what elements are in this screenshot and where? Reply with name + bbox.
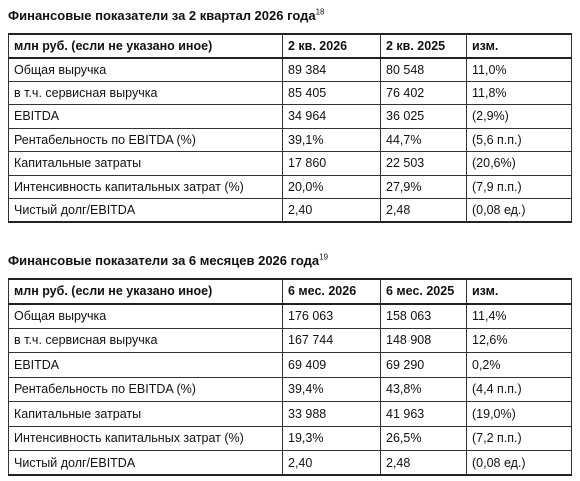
value-cell: 69 290 — [381, 353, 467, 378]
h1-section-title — [8, 253, 328, 269]
q2-title-text: Финансовые показатели за 2 квартал 2026 года — [8, 8, 316, 23]
value-cell: 76 402 — [381, 81, 467, 105]
h1-financials-table — [8, 278, 572, 476]
change-cell: 11,0% — [467, 58, 572, 82]
value-cell: 39,1% — [283, 128, 381, 152]
value-cell: 69 409 — [283, 353, 381, 378]
value-cell: 167 744 — [283, 328, 381, 353]
q2-section-title — [8, 8, 325, 24]
row-label: Рентабельность по EBITDA (%) — [9, 377, 283, 402]
row-label: Капитальные затраты — [9, 152, 283, 176]
row-label: Чистый долг/EBITDA — [9, 451, 283, 476]
change-cell: (0,08 ед.) — [467, 451, 572, 476]
value-cell: 17 860 — [283, 152, 381, 176]
table-row — [9, 152, 572, 176]
value-cell: 148 908 — [381, 328, 467, 353]
value-cell: 176 063 — [283, 304, 381, 329]
row-label: EBITDA — [9, 105, 283, 129]
table-row — [9, 328, 572, 353]
value-cell: 19,3% — [283, 426, 381, 451]
value-cell: 33 988 — [283, 402, 381, 427]
value-cell: 158 063 — [381, 304, 467, 329]
header-cell: 2 кв. 2025 — [381, 34, 467, 58]
value-cell: 80 548 — [381, 58, 467, 82]
value-cell: 85 405 — [283, 81, 381, 105]
header-cell: изм. — [467, 279, 572, 304]
change-cell: (5,6 п.п.) — [467, 128, 572, 152]
header-cell: 6 мес. 2026 — [283, 279, 381, 304]
table-header-row — [9, 34, 572, 58]
value-cell: 36 025 — [381, 105, 467, 129]
row-label: Капитальные затраты — [9, 402, 283, 427]
row-label: Интенсивность капитальных затрат (%) — [9, 426, 283, 451]
change-cell: 12,6% — [467, 328, 572, 353]
table-row — [9, 81, 572, 105]
row-label: Интенсивность капитальных затрат (%) — [9, 175, 283, 199]
header-cell: млн руб. (если не указано иное) — [9, 34, 283, 58]
change-cell: 11,8% — [467, 81, 572, 105]
table-row — [9, 105, 572, 129]
row-label: EBITDA — [9, 353, 283, 378]
header-cell: млн руб. (если не указано иное) — [9, 279, 283, 304]
value-cell: 43,8% — [381, 377, 467, 402]
value-cell: 26,5% — [381, 426, 467, 451]
row-label: Общая выручка — [9, 304, 283, 329]
value-cell: 89 384 — [283, 58, 381, 82]
change-cell: (7,2 п.п.) — [467, 426, 572, 451]
row-label: Общая выручка — [9, 58, 283, 82]
value-cell: 44,7% — [381, 128, 467, 152]
header-cell: изм. — [467, 34, 572, 58]
table-row — [9, 175, 572, 199]
header-cell: 6 мес. 2025 — [381, 279, 467, 304]
row-label: в т.ч. сервисная выручка — [9, 328, 283, 353]
h1-title-text: Финансовые показатели за 6 месяцев 2026 года — [8, 253, 320, 268]
change-cell: (4,4 п.п.) — [467, 377, 572, 402]
value-cell: 34 964 — [283, 105, 381, 129]
q2-footnote-marker: 18 — [315, 7, 325, 17]
value-cell: 2,48 — [381, 199, 467, 223]
change-cell: 11,4% — [467, 304, 572, 329]
table-row — [9, 199, 572, 223]
value-cell: 39,4% — [283, 377, 381, 402]
q2-financials-table — [8, 33, 572, 223]
change-cell: 0,2% — [467, 353, 572, 378]
row-label: в т.ч. сервисная выручка — [9, 81, 283, 105]
table-row — [9, 451, 572, 476]
change-cell: (7,9 п.п.) — [467, 175, 572, 199]
value-cell: 22 503 — [381, 152, 467, 176]
value-cell: 2,40 — [283, 451, 381, 476]
value-cell: 41 963 — [381, 402, 467, 427]
header-cell: 2 кв. 2026 — [283, 34, 381, 58]
table-row — [9, 58, 572, 82]
row-label: Рентабельность по EBITDA (%) — [9, 128, 283, 152]
table-row — [9, 128, 572, 152]
change-cell: (19,0%) — [467, 402, 572, 427]
table-row — [9, 402, 572, 427]
table-row — [9, 426, 572, 451]
value-cell: 2,40 — [283, 199, 381, 223]
value-cell: 27,9% — [381, 175, 467, 199]
change-cell: (20,6%) — [467, 152, 572, 176]
value-cell: 2,48 — [381, 451, 467, 476]
table-header-row — [9, 279, 572, 304]
change-cell: (2,9%) — [467, 105, 572, 129]
h1-footnote-marker: 19 — [319, 252, 329, 262]
table-row — [9, 304, 572, 329]
change-cell: (0,08 ед.) — [467, 199, 572, 223]
table-row — [9, 353, 572, 378]
table-row — [9, 377, 572, 402]
value-cell: 20,0% — [283, 175, 381, 199]
row-label: Чистый долг/EBITDA — [9, 199, 283, 223]
